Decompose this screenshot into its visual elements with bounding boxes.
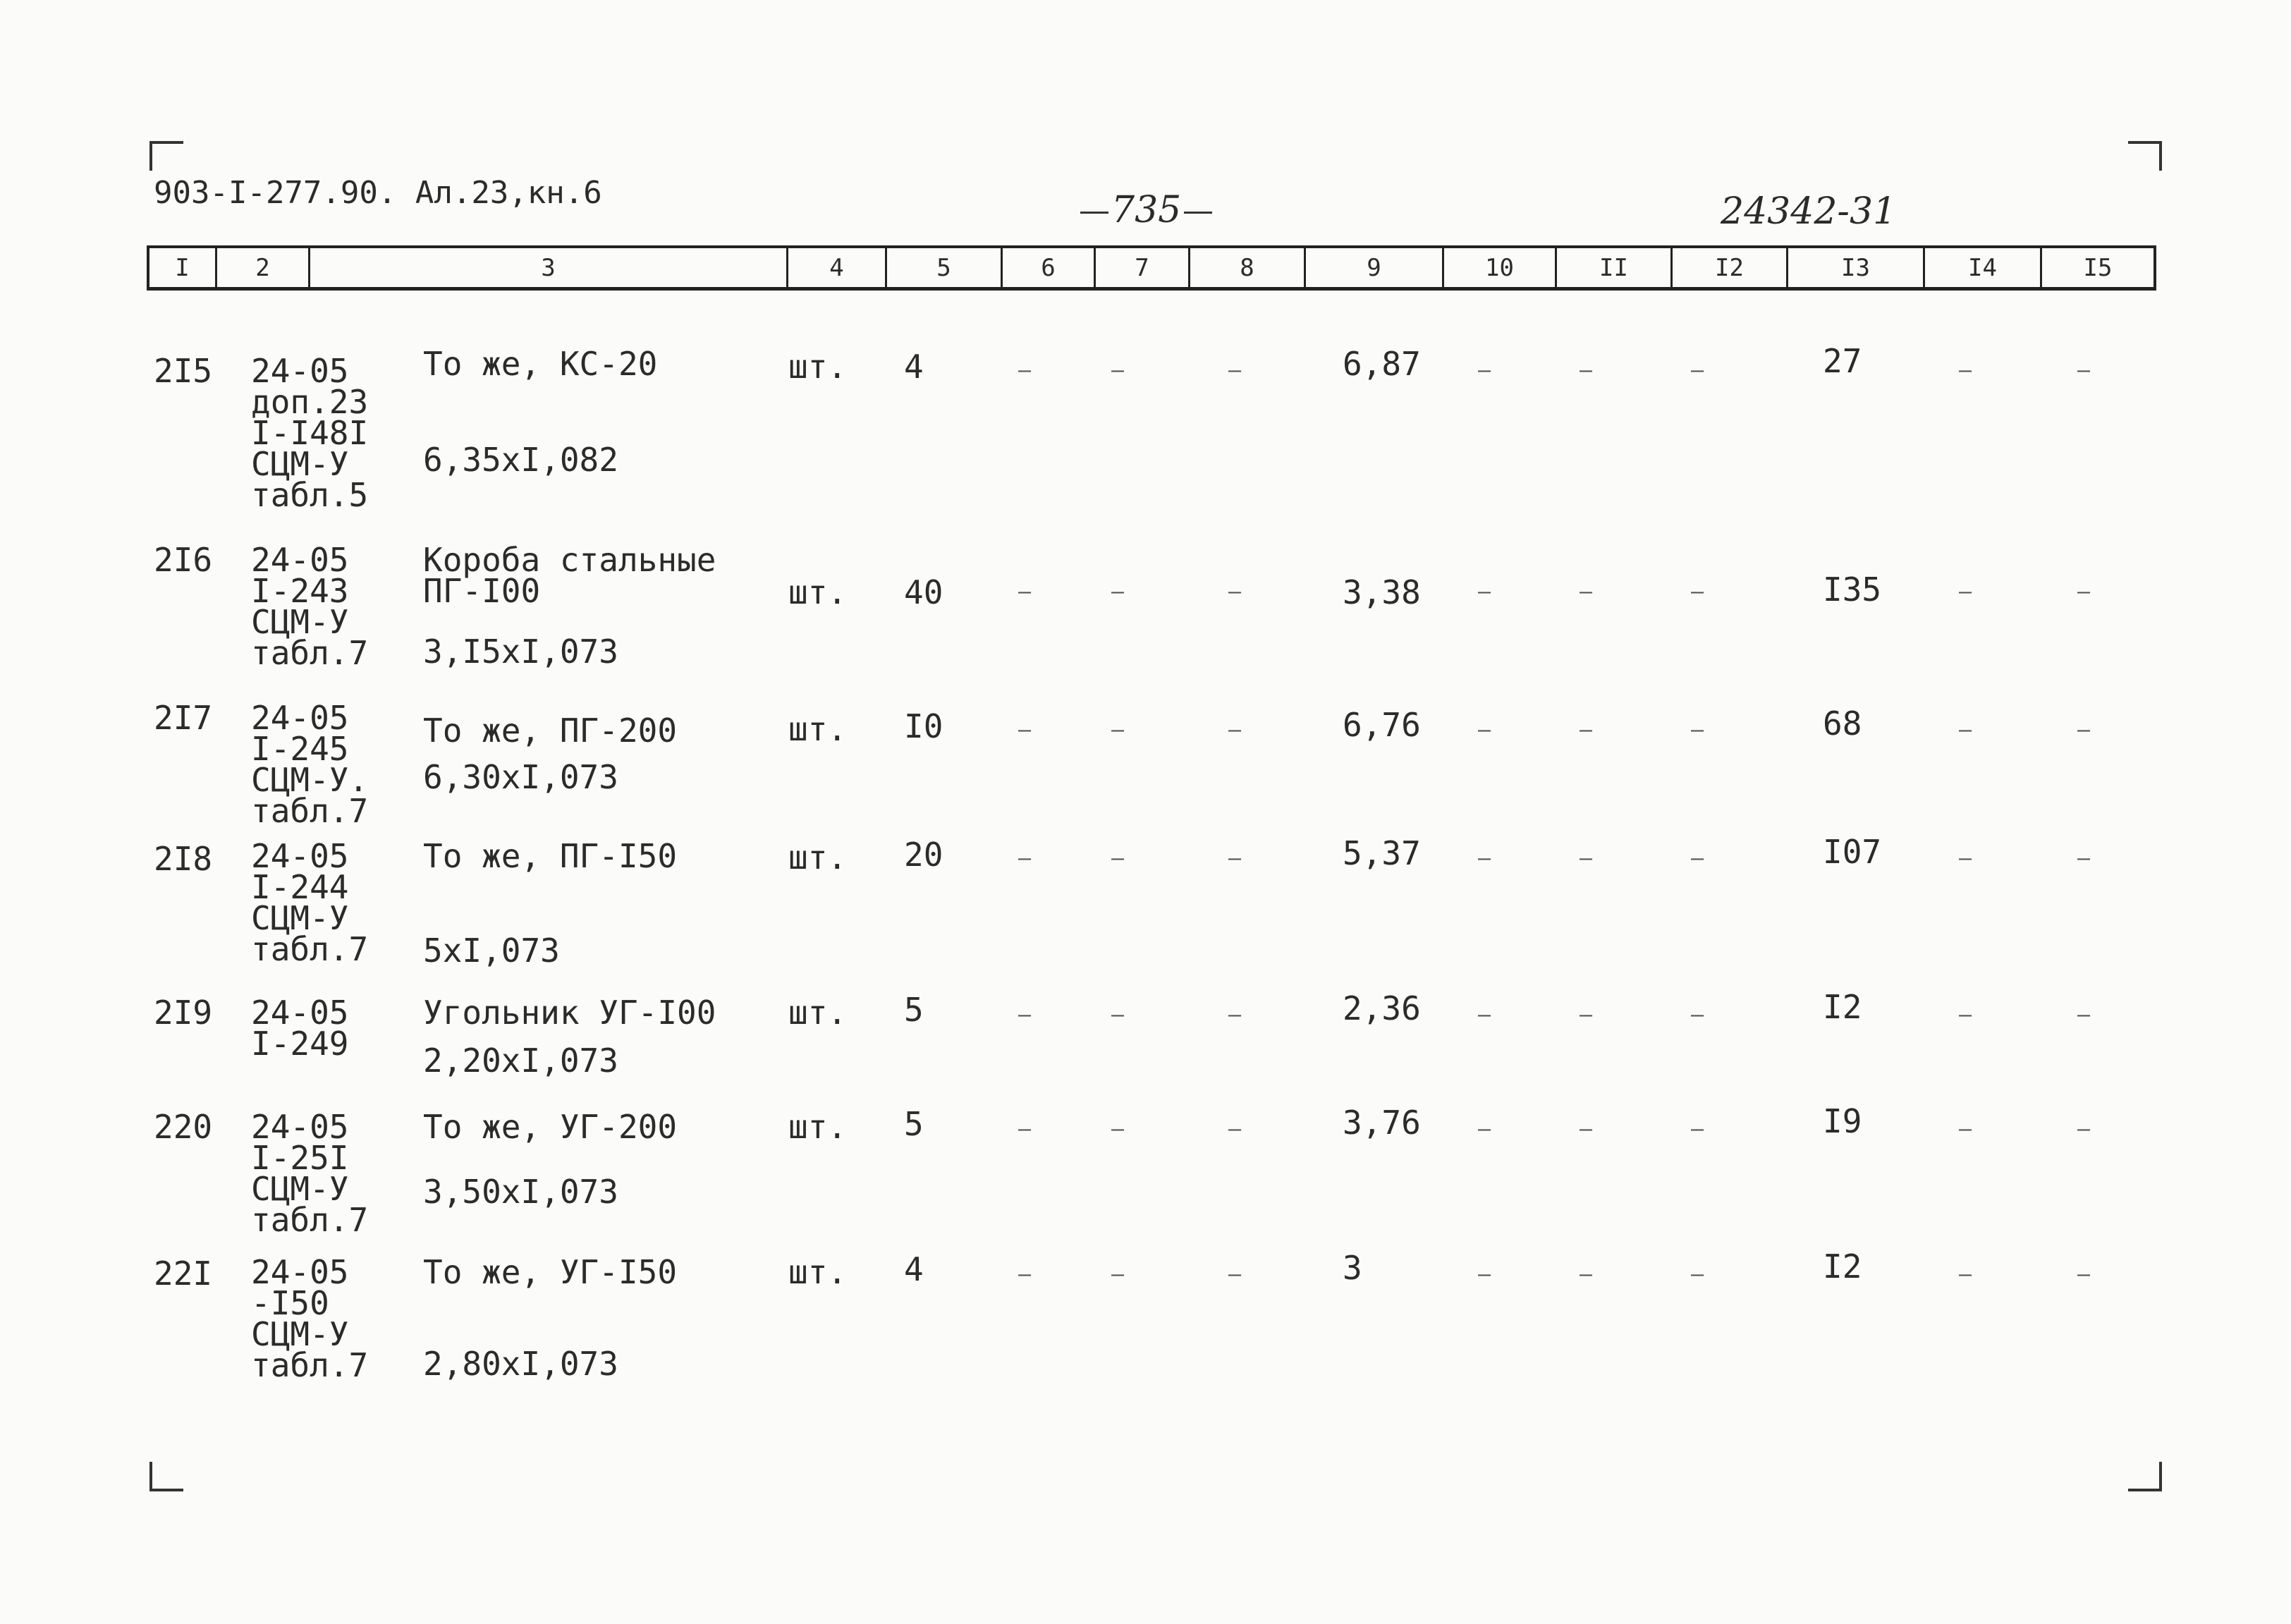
column-header-8: 8	[1190, 248, 1306, 287]
empty-value-col-6: –	[1018, 358, 1032, 383]
empty-value-col-8: –	[1228, 718, 1242, 743]
column-header-13: I3	[1788, 248, 1925, 287]
empty-value-col-12: –	[1691, 846, 1704, 871]
empty-value-col-7: –	[1111, 580, 1125, 604]
empty-value-col-11: –	[1580, 358, 1593, 383]
column-13-value: 68	[1823, 704, 1862, 743]
empty-value-col-7: –	[1111, 358, 1125, 383]
empty-value-col-6: –	[1018, 1262, 1032, 1287]
row-number: 22I	[154, 1254, 213, 1293]
empty-value-col-15: –	[2077, 1117, 2091, 1142]
item-name: ПГ-I00	[423, 572, 541, 610]
empty-value-col-14: –	[1959, 718, 1972, 743]
unit: шт.	[788, 710, 848, 748]
empty-value-col-14: –	[1959, 1262, 1972, 1287]
quantity: 4	[904, 348, 924, 386]
empty-value-col-7: –	[1111, 718, 1125, 743]
empty-value-col-8: –	[1228, 846, 1242, 871]
unit: шт.	[788, 1108, 848, 1146]
row-number: 2I8	[154, 840, 213, 878]
row-number: 220	[154, 1108, 213, 1146]
empty-value-col-15: –	[2077, 846, 2091, 871]
empty-value-col-10: –	[1478, 358, 1491, 383]
column-header-5: 5	[887, 248, 1003, 287]
column-13-value: I35	[1823, 570, 1882, 609]
empty-value-col-11: –	[1580, 1003, 1593, 1027]
empty-value-col-10: –	[1478, 1262, 1491, 1287]
page-number: 735	[1077, 189, 1215, 231]
price-code-line: I-25I	[251, 1139, 349, 1177]
column-header-9: 9	[1306, 248, 1444, 287]
column-13-value: I2	[1823, 1247, 1862, 1286]
column-header-1: I	[149, 248, 217, 287]
empty-value-col-8: –	[1228, 1117, 1242, 1142]
empty-value-col-6: –	[1018, 846, 1032, 871]
column-header-2: 2	[217, 248, 310, 287]
quantity: 5	[904, 991, 924, 1029]
quantity: 40	[904, 573, 943, 611]
empty-value-col-11: –	[1580, 1117, 1593, 1142]
price-code-line: табл.7	[251, 1201, 369, 1239]
empty-value-col-14: –	[1959, 1003, 1972, 1027]
item-name: То же, УГ-I50	[423, 1253, 678, 1291]
column-number-header	[147, 245, 2156, 291]
item-formula: 3,I5хI,073	[423, 633, 618, 671]
price-code-line: 24-05	[251, 1253, 349, 1291]
unit: шт.	[788, 838, 848, 877]
unit: шт.	[788, 348, 848, 386]
column-9-value: 3,76	[1343, 1104, 1421, 1142]
unit: шт.	[788, 994, 848, 1032]
price-code-line: 24-05	[251, 837, 349, 875]
empty-value-col-15: –	[2077, 580, 2091, 604]
empty-value-col-12: –	[1691, 1262, 1704, 1287]
column-9-value: 6,76	[1343, 706, 1421, 744]
item-name: То же, КС-20	[423, 345, 658, 383]
empty-value-col-8: –	[1228, 580, 1242, 604]
price-code-line: СЦМ-У	[251, 1170, 349, 1208]
empty-value-col-10: –	[1478, 846, 1491, 871]
column-header-6: 6	[1003, 248, 1096, 287]
price-code-line: табл.5	[251, 476, 369, 514]
empty-value-col-12: –	[1691, 580, 1704, 604]
price-code-line: I-243	[251, 572, 349, 610]
column-header-4: 4	[788, 248, 887, 287]
empty-value-col-7: –	[1111, 846, 1125, 871]
album-number: 24342-31	[1721, 190, 1897, 233]
empty-value-col-8: –	[1228, 1262, 1242, 1287]
frame-corner-top-right	[2128, 141, 2162, 171]
price-code-line: СЦМ-У.	[251, 761, 369, 799]
price-code-line: 24-05	[251, 699, 349, 737]
price-code-line: 24-05	[251, 352, 349, 390]
unit: шт.	[788, 1253, 848, 1291]
column-9-value: 6,87	[1343, 345, 1421, 383]
item-name: Короба стальные	[423, 541, 716, 579]
column-9-value: 2,36	[1343, 989, 1421, 1027]
column-header-12: I2	[1673, 248, 1788, 287]
item-name: То же, ПГ-200	[423, 712, 678, 750]
empty-value-col-6: –	[1018, 1117, 1032, 1142]
row-number: 2I7	[154, 699, 213, 737]
frame-corner-bottom-left	[149, 1462, 183, 1491]
column-13-value: 27	[1823, 342, 1862, 380]
empty-value-col-15: –	[2077, 718, 2091, 743]
item-name: Угольник УГ-I00	[423, 994, 716, 1032]
column-9-value: 3	[1343, 1249, 1362, 1287]
empty-value-col-10: –	[1478, 580, 1491, 604]
empty-value-col-14: –	[1959, 1117, 1972, 1142]
item-formula: 3,50хI,073	[423, 1173, 618, 1211]
price-code-line: СЦМ-У	[251, 445, 349, 483]
empty-value-col-12: –	[1691, 1003, 1704, 1027]
empty-value-col-7: –	[1111, 1003, 1125, 1027]
price-code-line: 24-05	[251, 541, 349, 579]
empty-value-col-12: –	[1691, 1117, 1704, 1142]
row-number: 2I6	[154, 541, 213, 579]
price-code-line: I-244	[251, 868, 349, 906]
price-code-line: I-245	[251, 730, 349, 768]
row-number: 2I9	[154, 994, 213, 1032]
price-code-line: I-249	[251, 1025, 349, 1063]
empty-value-col-12: –	[1691, 718, 1704, 743]
column-header-3: 3	[310, 248, 788, 287]
price-code-line: табл.7	[251, 1346, 369, 1384]
empty-value-col-10: –	[1478, 1117, 1491, 1142]
column-13-value: I9	[1823, 1102, 1862, 1140]
column-9-value: 3,38	[1343, 573, 1421, 611]
empty-value-col-8: –	[1228, 1003, 1242, 1027]
item-formula: 6,35хI,082	[423, 441, 618, 479]
document-code: 903-I-277.90. Ал.23,кн.6	[154, 175, 602, 211]
frame-corner-bottom-right	[2128, 1462, 2162, 1491]
empty-value-col-6: –	[1018, 580, 1032, 604]
item-name: То же, УГ-200	[423, 1108, 678, 1146]
empty-value-col-14: –	[1959, 580, 1972, 604]
column-13-value: I2	[1823, 988, 1862, 1026]
empty-value-col-15: –	[2077, 1003, 2091, 1027]
column-header-15: I5	[2083, 253, 2113, 282]
empty-value-col-15: –	[2077, 358, 2091, 383]
column-header-11: II	[1557, 248, 1673, 287]
empty-value-col-6: –	[1018, 718, 1032, 743]
price-code-line: 24-05	[251, 1108, 349, 1146]
price-code-line: СЦМ-У	[251, 603, 349, 641]
empty-value-col-11: –	[1580, 846, 1593, 871]
empty-value-col-15: –	[2077, 1262, 2091, 1287]
quantity: 4	[904, 1250, 924, 1288]
item-formula: 2,20хI,073	[423, 1042, 618, 1080]
empty-value-col-14: –	[1959, 358, 1972, 383]
empty-value-col-7: –	[1111, 1262, 1125, 1287]
column-header-14: I4	[1925, 248, 2042, 287]
empty-value-col-11: –	[1580, 580, 1593, 604]
item-formula: 5хI,073	[423, 932, 560, 970]
frame-corner-top-left	[149, 141, 183, 171]
price-code-line: табл.7	[251, 930, 369, 968]
price-code-line: 24-05	[251, 994, 349, 1032]
price-code-line: I-I48I	[251, 414, 369, 452]
unit: шт.	[788, 573, 848, 611]
empty-value-col-12: –	[1691, 358, 1704, 383]
empty-value-col-10: –	[1478, 718, 1491, 743]
item-formula: 2,80хI,073	[423, 1345, 618, 1383]
price-code-line: СЦМ-У	[251, 899, 349, 937]
item-formula: 6,30хI,073	[423, 758, 618, 796]
column-header-10: 10	[1444, 248, 1557, 287]
quantity: 20	[904, 836, 943, 874]
empty-value-col-11: –	[1580, 1262, 1593, 1287]
price-code-line: доп.23	[251, 383, 369, 421]
column-header-7: 7	[1096, 248, 1190, 287]
item-name: То же, ПГ-I50	[423, 837, 678, 875]
price-code-line: табл.7	[251, 792, 369, 830]
price-code-line: СЦМ-У	[251, 1315, 349, 1353]
empty-value-col-7: –	[1111, 1117, 1125, 1142]
empty-value-col-6: –	[1018, 1003, 1032, 1027]
empty-value-col-11: –	[1580, 718, 1593, 743]
empty-value-col-10: –	[1478, 1003, 1491, 1027]
column-9-value: 5,37	[1343, 834, 1421, 872]
quantity: I0	[904, 707, 943, 745]
column-13-value: I07	[1823, 833, 1882, 871]
quantity: 5	[904, 1105, 924, 1143]
row-number: 2I5	[154, 352, 213, 390]
price-code-line: табл.7	[251, 634, 369, 672]
empty-value-col-14: –	[1959, 846, 1972, 871]
price-code-line: -I50	[251, 1284, 329, 1322]
empty-value-col-8: –	[1228, 358, 1242, 383]
